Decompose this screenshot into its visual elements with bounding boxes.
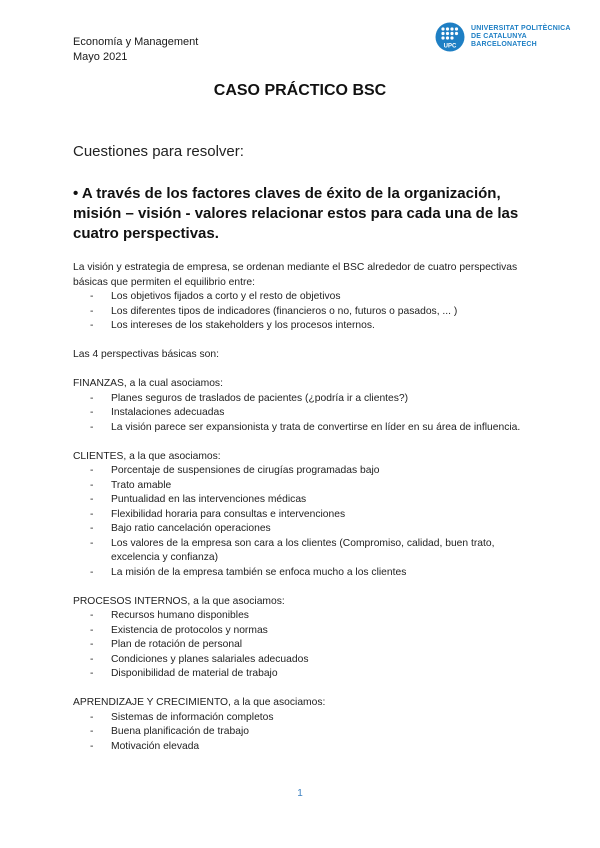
- list-item: - Plan de rotación de personal: [73, 638, 528, 653]
- logo-line-2: DE CATALUNYA: [471, 33, 527, 40]
- list-item: - Condiciones y planes salariales adecuados: [73, 653, 528, 668]
- intro-text: La visión y estrategia de empresa, se ordenan mediante el BSC alrededor de cuatro perspectivas básicas que permiten el equilibrio entre:: [73, 262, 518, 288]
- list-item: - La visión parece ser expansionista y trata de convertirse en líder en su área de influencia.: [73, 421, 528, 436]
- logo-line-3: BARCELONATECH: [471, 41, 537, 48]
- section-heading-aprendizaje: APRENDIZAJE Y CRECIMIENTO, a la que asociamos:: [73, 697, 326, 708]
- list-item: - Instalaciones adecuadas: [73, 406, 528, 421]
- list-item: - Porcentaje de suspensiones de cirugías programadas bajo: [73, 464, 528, 479]
- page-number: 1: [297, 788, 303, 799]
- clientes-list: [73, 464, 528, 580]
- list-item: - Los valores de la empresa son cara a los clientes (Compromiso, calidad, buen trato, excelencia y confianza): [73, 537, 528, 566]
- page-title: CASO PRÁCTICO BSC: [213, 82, 387, 99]
- subtitle: Cuestiones para resolver:: [73, 143, 244, 160]
- section-heading-procesos-internos: PROCESOS INTERNOS, a la que asociamos:: [73, 595, 285, 607]
- list-item: - Disponibilidad de material de trabajo: [73, 667, 528, 682]
- section-heading-clientes: CLIENTES, a la que asociamos:: [73, 450, 221, 462]
- list-item: - Flexibilidad horaria para consultas e intervenciones: [73, 508, 528, 523]
- logo-emblem-text: UPC: [443, 43, 457, 50]
- aprendizaje-list: [73, 711, 528, 755]
- intro-list: [73, 290, 528, 334]
- document-body: [73, 261, 528, 754]
- list-item: - Puntualidad en las intervenciones médicas: [73, 493, 528, 508]
- logo-line-1: UNIVERSITAT POLITÈCNICA: [471, 25, 571, 32]
- document-header: [73, 35, 198, 65]
- list-item: - Trato amable: [73, 479, 528, 494]
- procesos-list: [73, 609, 528, 682]
- list-item: - Motivación elevada: [73, 740, 528, 755]
- list-item: - Bajo ratio cancelación operaciones: [73, 522, 528, 537]
- perspectives-intro: Las 4 perspectivas básicas son:: [73, 349, 219, 360]
- question: • A través de los factores claves de éxito de la organización, misión – visión - valores relacionar estos para cada una de las cuatro perspectivas.: [73, 185, 519, 242]
- section-heading-finanzas: FINANZAS, a la cual asociamos:: [73, 378, 223, 389]
- list-item: - Los diferentes tipos de indicadores (financieros o no, futuros o pasados, ... ): [73, 305, 528, 320]
- list-item: - Los intereses de los stakeholders y los procesos internos.: [73, 319, 528, 334]
- upc-logo-icon: [435, 22, 465, 52]
- document-date: Mayo 2021: [73, 51, 128, 63]
- list-item: - Buena planificación de trabajo: [73, 725, 528, 740]
- university-logo: [435, 22, 571, 52]
- list-item: - Existencia de protocolos y normas: [73, 624, 528, 639]
- list-item: - Planes seguros de traslados de pacientes (¿podría ir a clientes?): [73, 392, 528, 407]
- list-item: - Los objetivos fijados a corto y el resto de objetivos: [73, 290, 528, 305]
- list-item: - Sistemas de información completos: [73, 711, 528, 726]
- list-item: - La misión de la empresa también se enfoca mucho a los clientes: [73, 566, 528, 581]
- finanzas-list: [73, 392, 528, 436]
- course-name: Economía y Management: [73, 36, 199, 48]
- list-item: - Recursos humano disponibles: [73, 609, 528, 624]
